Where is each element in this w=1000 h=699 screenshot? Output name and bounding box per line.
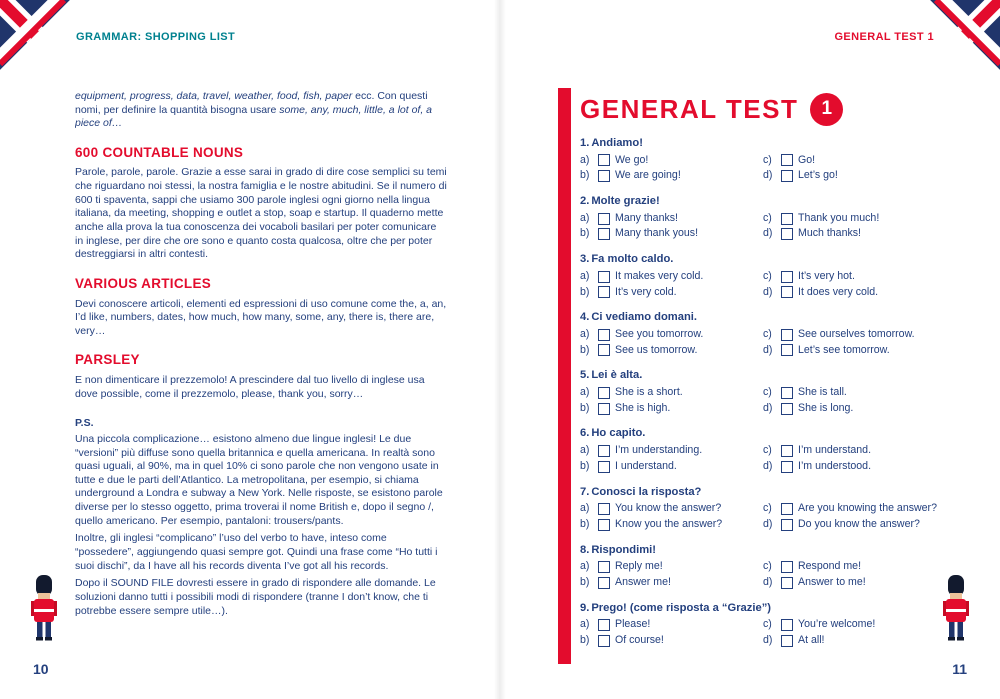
option-letter: c) — [763, 153, 772, 166]
option-text: Please! — [615, 618, 651, 631]
answer-option — [763, 270, 940, 284]
answer-option — [580, 518, 757, 532]
answer-option — [580, 212, 757, 226]
page-fold — [494, 0, 506, 699]
option-text: It’s very cold. — [615, 285, 677, 298]
question-prompt — [580, 252, 940, 267]
answer-checkbox[interactable] — [598, 344, 610, 356]
question-options — [580, 444, 940, 474]
question-options — [580, 560, 940, 590]
answer-option — [580, 402, 757, 416]
question-prompt — [580, 485, 940, 500]
option-text: Many thank yous! — [615, 227, 699, 240]
question-options — [580, 328, 940, 358]
answer-checkbox[interactable] — [781, 619, 793, 631]
option-letter: b) — [580, 575, 590, 588]
question-text: Andiamo! — [591, 137, 643, 149]
ps-paragraph: Una piccola complicazione… esistono almeno due lingue inglesi! Le due “versioni” più diffuse sono quella britannica e quella americana. In realtà sono quasi uguali, al 90%, ma in quel 10% ci sono parole che non vengono usate in tutte e due le parti dell’Atlantico. La metropolitana, per esempio, si chiama underground a Londra e subway a New York. Nelle risposte, se esistono parole diverse per lo stesso oggetto, prima troverai il nome British e, dopo il segno /, quello americano. Per esempio, pantaloni: trousers/pants. — [75, 432, 443, 527]
question-text: Rispondimi! — [591, 543, 656, 556]
answer-checkbox[interactable] — [598, 271, 610, 283]
question-block — [580, 136, 940, 183]
answer-option — [580, 460, 757, 474]
option-letter: d) — [763, 343, 773, 356]
option-text: See you tomorrow. — [615, 327, 704, 340]
question-options — [580, 386, 940, 416]
question-text: Ci vediamo domani. — [591, 311, 698, 324]
intro-italic-1: equipment, progress, data, travel, weather, food, fish, paper — [75, 90, 353, 102]
answer-option — [763, 344, 940, 358]
answer-option — [763, 169, 940, 183]
option-text: I’m understood. — [798, 459, 872, 472]
answer-option — [580, 576, 757, 590]
option-letter: c) — [763, 211, 772, 224]
answer-checkbox[interactable] — [598, 329, 610, 341]
question-options — [580, 618, 940, 648]
answer-option — [580, 169, 757, 183]
option-text: See us tomorrow. — [615, 343, 698, 356]
option-letter: a) — [580, 502, 590, 515]
ps-paragraph: Dopo il SOUND FILE dovresti essere in grado di rispondere alle domande. Le soluzioni danno tutti i possibili modi di rispondere (tranne I don’t know, che ti potrebbe essere sempre utile…). — [75, 577, 436, 617]
option-text: She is a short. — [615, 385, 683, 398]
answer-checkbox[interactable] — [781, 286, 793, 298]
right-page-number: 11 — [952, 661, 967, 677]
test-title-row — [580, 92, 940, 126]
option-text: Of course! — [615, 634, 664, 647]
answer-option — [763, 154, 940, 168]
question-number: 7. — [580, 485, 590, 498]
option-letter: b) — [580, 169, 590, 182]
right-running-head: GENERAL TEST 1 — [834, 31, 934, 43]
option-text: Answer to me! — [798, 575, 866, 588]
answer-checkbox[interactable] — [598, 387, 610, 399]
answer-checkbox[interactable] — [598, 213, 610, 225]
option-text: I understand. — [615, 459, 677, 472]
option-text: She is high. — [615, 401, 671, 414]
answer-option — [763, 502, 940, 516]
option-text: Answer me! — [615, 575, 671, 588]
option-letter: a) — [580, 211, 590, 224]
question-text: Conosci la risposta? — [591, 485, 702, 498]
answer-checkbox[interactable] — [781, 503, 793, 515]
option-letter: b) — [580, 517, 590, 530]
answer-checkbox[interactable] — [781, 461, 793, 473]
option-letter: d) — [763, 227, 773, 240]
question-number: 8. — [580, 543, 590, 556]
option-text: At all! — [798, 634, 825, 647]
question-text: Lei è alta. — [591, 369, 643, 382]
question-options — [580, 270, 940, 300]
option-letter: c) — [763, 502, 772, 515]
question-number: 1. — [580, 137, 590, 149]
answer-option — [763, 328, 940, 342]
option-text: Go! — [798, 153, 816, 166]
answer-option — [580, 502, 757, 516]
right-page-test-column — [580, 92, 940, 664]
option-letter: b) — [580, 634, 590, 647]
question-options — [580, 154, 940, 184]
question-prompt — [580, 194, 940, 209]
test-accent-bar — [558, 88, 571, 664]
answer-checkbox[interactable] — [598, 154, 610, 166]
answer-checkbox[interactable] — [598, 561, 610, 573]
section-body-countable-nouns: Parole, parole, parole. Grazie a esse sarai in grado di dire cose semplici su temi che riguardano noi stessi, la nostra famiglia e le nostre abitudini. Se il numero di 600 ti spaventa, sappi che usiamo 300 parole inglesi ogni giorno nella lingua italiana, da meeting, shopping e outlet a stop, soap e startup. Il quaderno mette anche alla prova la tua conoscenza dei vocaboli basilari per poter comunicare in inglese, per dire che ore sono e quanto costa qualcosa, oltre che per poter destreggiarsi in altri contesti. — [75, 166, 447, 261]
question-text: Molte grazie! — [591, 195, 660, 208]
answer-checkbox[interactable] — [781, 635, 793, 647]
union-jack-icon — [0, 0, 70, 75]
intro-italic-2: some, any, much, little, a lot of, a piece of… — [75, 103, 433, 130]
question-prompt — [580, 368, 940, 383]
royal-guard-icon — [27, 574, 61, 647]
option-text: See ourselves tomorrow. — [798, 327, 915, 340]
option-text: We go! — [615, 153, 649, 166]
option-letter: d) — [763, 169, 773, 182]
option-letter: d) — [763, 285, 773, 298]
option-letter: a) — [580, 385, 590, 398]
question-number: 4. — [580, 311, 590, 324]
option-letter: b) — [580, 401, 590, 414]
answer-option — [580, 618, 757, 632]
option-text: Reply me! — [615, 560, 663, 573]
question-prompt — [580, 136, 940, 151]
answer-option — [580, 634, 757, 648]
answer-option — [580, 344, 757, 358]
answer-checkbox[interactable] — [598, 635, 610, 647]
answer-checkbox[interactable] — [598, 461, 610, 473]
option-letter: c) — [763, 560, 772, 573]
option-letter: d) — [763, 401, 773, 414]
answer-option — [580, 270, 757, 284]
test-title: GENERAL TEST — [580, 93, 799, 124]
answer-option — [763, 634, 940, 648]
question-block — [580, 194, 940, 241]
answer-option — [763, 386, 940, 400]
option-text: She is tall. — [798, 385, 847, 398]
option-text: Respond me! — [798, 560, 862, 573]
option-text: Thank you much! — [798, 211, 880, 224]
answer-option — [763, 444, 940, 458]
ps-paragraph: Inoltre, gli inglesi “complicano” l’uso del verbo to have, inteso come “possedere”, aggiungendo quasi sempre got. Quindi una frase come “Ho tutti i suoi dischi”, da I have all his records diventa I’ve got all his records. — [75, 532, 438, 572]
option-text: She is long. — [798, 401, 854, 414]
section-heading-various-articles: VARIOUS ARTICLES — [75, 275, 212, 291]
option-letter: b) — [580, 227, 590, 240]
test-number-badge: 1 — [810, 93, 843, 126]
option-letter: b) — [580, 343, 590, 356]
option-text: Let’s see tomorrow. — [798, 343, 890, 356]
option-letter: c) — [763, 327, 772, 340]
left-running-head: GRAMMAR: SHOPPING LIST — [76, 31, 236, 43]
answer-checkbox[interactable] — [781, 154, 793, 166]
question-block — [580, 601, 940, 648]
question-block — [580, 368, 940, 415]
question-block — [580, 485, 940, 532]
answer-checkbox[interactable] — [598, 445, 610, 457]
answer-checkbox[interactable] — [781, 329, 793, 341]
option-text: Know you the answer? — [615, 517, 723, 530]
answer-checkbox[interactable] — [781, 344, 793, 356]
answer-option — [763, 518, 940, 532]
question-block — [580, 426, 940, 473]
question-prompt — [580, 543, 940, 558]
option-text: You’re welcome! — [798, 618, 876, 631]
answer-checkbox[interactable] — [781, 213, 793, 225]
answer-checkbox[interactable] — [598, 577, 610, 589]
answer-checkbox[interactable] — [781, 170, 793, 182]
answer-option — [763, 227, 940, 241]
option-letter: a) — [580, 560, 590, 573]
question-number: 6. — [580, 427, 590, 440]
answer-checkbox[interactable] — [781, 577, 793, 589]
left-page-text-column — [75, 90, 447, 650]
intro-paragraph — [75, 90, 447, 131]
answer-checkbox[interactable] — [598, 403, 610, 415]
option-text: It makes very cold. — [615, 269, 704, 282]
option-letter: d) — [763, 634, 773, 647]
intro-normal: ecc. Con questi nomi, per definire la quantità bisogna usare — [75, 90, 428, 116]
answer-option — [580, 154, 757, 168]
option-text: Much thanks! — [798, 227, 862, 240]
question-text: Ho capito. — [591, 427, 646, 440]
option-text: Do you know the answer? — [798, 517, 920, 530]
option-letter: a) — [580, 618, 590, 631]
question-options — [580, 212, 940, 242]
option-text: We are going! — [615, 169, 681, 182]
option-letter: c) — [763, 385, 772, 398]
answer-checkbox[interactable] — [781, 271, 793, 283]
answer-option — [580, 444, 757, 458]
option-text: It does very cold. — [798, 285, 879, 298]
answer-checkbox[interactable] — [781, 403, 793, 415]
option-text: Many thanks! — [615, 211, 679, 224]
question-text: Fa molto caldo. — [591, 253, 674, 266]
answer-option — [763, 618, 940, 632]
option-letter: a) — [580, 327, 590, 340]
option-letter: d) — [763, 459, 773, 472]
option-text: Let’s go! — [798, 169, 838, 182]
ps-title: P.S. — [75, 417, 94, 430]
option-text: You know the answer? — [615, 502, 722, 515]
union-jack-icon — [930, 0, 1000, 75]
question-text: Prego! (come risposta a “Grazie”) — [591, 601, 772, 614]
answer-option — [580, 386, 757, 400]
answer-option — [763, 460, 940, 474]
option-text: I’m understand. — [798, 444, 872, 457]
question-prompt — [580, 426, 940, 441]
question-prompt — [580, 310, 940, 325]
left-page-number: 10 — [33, 661, 49, 677]
question-number: 3. — [580, 253, 590, 266]
option-text: I’m understanding. — [615, 444, 703, 457]
option-letter: c) — [763, 444, 772, 457]
option-letter: a) — [580, 269, 590, 282]
answer-option — [763, 402, 940, 416]
question-block — [580, 310, 940, 357]
answer-checkbox[interactable] — [598, 170, 610, 182]
option-letter: b) — [580, 459, 590, 472]
option-letter: c) — [763, 618, 772, 631]
answer-option — [580, 227, 757, 241]
section-heading-parsley: PARSLEY — [75, 352, 140, 368]
option-letter: a) — [580, 444, 590, 457]
answer-option — [580, 328, 757, 342]
answer-option — [763, 560, 940, 574]
question-block — [580, 252, 940, 299]
answer-checkbox[interactable] — [781, 445, 793, 457]
royal-guard-icon — [939, 574, 973, 647]
option-letter: d) — [763, 575, 773, 588]
question-prompt — [580, 601, 940, 616]
answer-checkbox[interactable] — [781, 519, 793, 531]
option-letter: a) — [580, 153, 590, 166]
section-body-parsley: E non dimenticare il prezzemolo! A prescindere dal tuo livello di inglese usa dove possible, come il prezzemolo, please, thank you, sorry… — [75, 373, 425, 400]
option-letter: d) — [763, 517, 773, 530]
section-body-various-articles: Devi conoscere articoli, elementi ed espressioni di uso comune come the, a, an, I’d like, numbers, dates, how much, how many, some, any, there is, there are, very… — [75, 297, 447, 337]
answer-checkbox[interactable] — [598, 228, 610, 240]
question-number: 2. — [580, 195, 590, 208]
answer-option — [763, 576, 940, 590]
question-options — [580, 502, 940, 532]
option-text: It’s very hot. — [798, 269, 855, 282]
answer-option — [763, 286, 940, 300]
answer-checkbox[interactable] — [598, 619, 610, 631]
question-number: 5. — [580, 369, 590, 382]
answer-checkbox[interactable] — [598, 286, 610, 298]
answer-option — [580, 560, 757, 574]
question-list — [580, 136, 940, 648]
option-letter: c) — [763, 269, 772, 282]
question-block — [580, 543, 940, 590]
question-number: 9. — [580, 601, 590, 614]
option-letter: b) — [580, 285, 590, 298]
option-text: Are you knowing the answer? — [798, 502, 937, 515]
answer-checkbox[interactable] — [781, 228, 793, 240]
answer-checkbox[interactable] — [781, 561, 793, 573]
answer-checkbox[interactable] — [598, 503, 610, 515]
answer-option — [580, 286, 757, 300]
answer-checkbox[interactable] — [781, 387, 793, 399]
section-heading-countable-nouns: 600 COUNTABLE NOUNS — [75, 144, 244, 160]
answer-checkbox[interactable] — [598, 519, 610, 531]
answer-option — [763, 212, 940, 226]
